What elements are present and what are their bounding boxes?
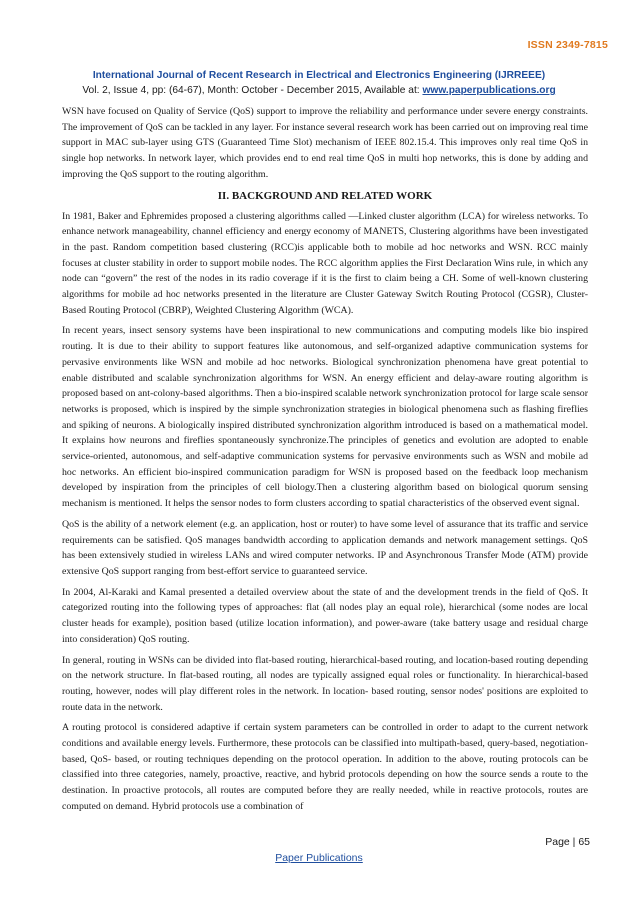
- paragraph-adaptive-routing: A routing protocol is considered adaptive if certain system parameters can be controlled in order to adapt to the current network conditions and available energy levels. Furthermore, these protocols can be classified into multipath-based, query-based, negotiation-based, QoS- based, or routing techniques depending on the protocol operation. In addition to the above, routing protocols can be classified into three categories, namely, proactive, reactive, and hybrid protocols depending on how the source sends a route to the destination. In proactive protocols, all routes are computed before they are really needed, while in reactive protocols, routes are computed on demand. Hybrid protocols use a combination of: [62, 722, 588, 812]
- paragraph-clustering: In 1981, Baker and Ephremides proposed a clustering algorithms called ―Linked cluster algorithm (LCA) for wireless networks. To enhance network manageability, channel efficiency and energy economy of MANETS, Clustering algorithms have been investigated in the past. Random competition based clustering (RCC)is applicable both to mobile ad hoc networks and WSN. RCC mainly focuses at cluster stability in order to support mobile nodes. The RCC algorithm applies the First Declaration Wins rule, in which any node can “govern” the rest of the nodes in its radio coverage if it is the first to claim being a CH. Some of well-known clustering algorithms for mobile ad hoc networks presented in the literature are Cluster Gateway Switch Routing Protocol (CGSR), Cluster-Based Routing Protocol (CBRP), Weighted Clustering Algorithm (WCA).: [62, 210, 588, 316]
- paragraph-bio-inspired: In recent years, insect sensory systems have been inspirational to new communications and computing models like bio inspired routing. It is due to their ability to support features like autonomous, and self-organized adaptive communication systems for pervasive environments like WSN and mobile ad hoc networks. Biological synchronization phenomena have great potential to enable distributed and scalable synchronization algorithms for WSN. An energy efficient and delay-aware routing algorithm is proposed based on ant-colony-based algorithms. Then a bio-inspired scalable network synchronization protocol for large scale sensor networks is proposed, which is inspired by the simple synchronization strategies in biological phenomena such as flashing fireflies and spiking of neurons. A biologically inspired distributed synchronization algorithm introduced is based on a mathematical model. It explains how neurons and fireflies spontaneously synchronize.The principles of genetics and evolution are adopted to enable service-oriented, autonomous, and self-adaptive communication systems for pervasive environments such as WSN and mobile ad hoc networks. An efficient bio-inspired communication paradigm for WSN is proposed based on the feedback loop mechanism developed by inspiration from the principles of cell biology.Then a clustering algorithm based on biological quorum sensing mechanism is mentioned. It helps the sensor nodes to form clusters according to spatial characteristics of the observed event signal.: [62, 325, 588, 510]
- page-number: Page | 65: [545, 836, 590, 848]
- issn-label: ISSN 2349-7815: [527, 39, 608, 51]
- paragraph-qos-intro: WSN have focused on Quality of Service (QoS) support to improve the reliability and performance under severe energy constraints. The improvement of QoS can be tackled in any layer. For instance several research work has been carried out on improving real time support in MAC sub-layer using GTS (Guaranteed Time Slot) mechanism of IEEE 802.15.4. This improves only real time QoS in single hop networks. In network layer, which provides end to end real time QoS in multi hop networks, this is done by adding and improving the QoS support to the routing algorithm.: [62, 106, 588, 180]
- section-heading: II. BACKGROUND AND RELATED WORK: [217, 189, 433, 202]
- volume-info: [0, 85, 638, 96]
- paragraph-routing-types: In general, routing in WSNs can be divided into flat-based routing, hierarchical-based routing, and location-based routing depending on the network structure. In flat-based routing, all nodes are typically assigned equal roles or functionality. In hierarchical-based routing, however, nodes will play different roles in the network. In location- based routing, sensor nodes' positions are exploited to route data in the network.: [62, 654, 588, 713]
- website-link[interactable]: www.paperpublications.org: [422, 85, 556, 96]
- paragraph-al-karaki: In 2004, Al-Karaki and Kamal presented a detailed overview about the state of and the development trends in the field of QoS. It categorized routing into the following types of approaches: flat (all nodes play an equal role), hierarchical (some nodes are local cluster heads for example), position based (utilize location information), and power-aware (take battery usage and residual charge into consideration) QoS routing.: [62, 586, 588, 645]
- publisher-link[interactable]: Paper Publications: [275, 852, 363, 864]
- article-body: [62, 104, 588, 820]
- paragraph-qos-definition: QoS is the ability of a network element (e.g. an application, host or router) to have some level of assurance that its traffic and service requirements can be satisfied. QoS manages bandwidth according to application demands and network management settings. QoS has been extensively studied in wireless LANs and wired computer networks. IP and Asynchronous Transfer Mode (ATM) provide extensive QoS support ranging from best-effort service to guaranteed service.: [62, 518, 588, 577]
- volume-text: Vol. 2, Issue 4, pp: (64-67), Month: October - December 2015, Available at:: [82, 85, 423, 96]
- journal-title: International Journal of Recent Research in Electrical and Electronics Engineering (IJRREEE): [92, 70, 546, 81]
